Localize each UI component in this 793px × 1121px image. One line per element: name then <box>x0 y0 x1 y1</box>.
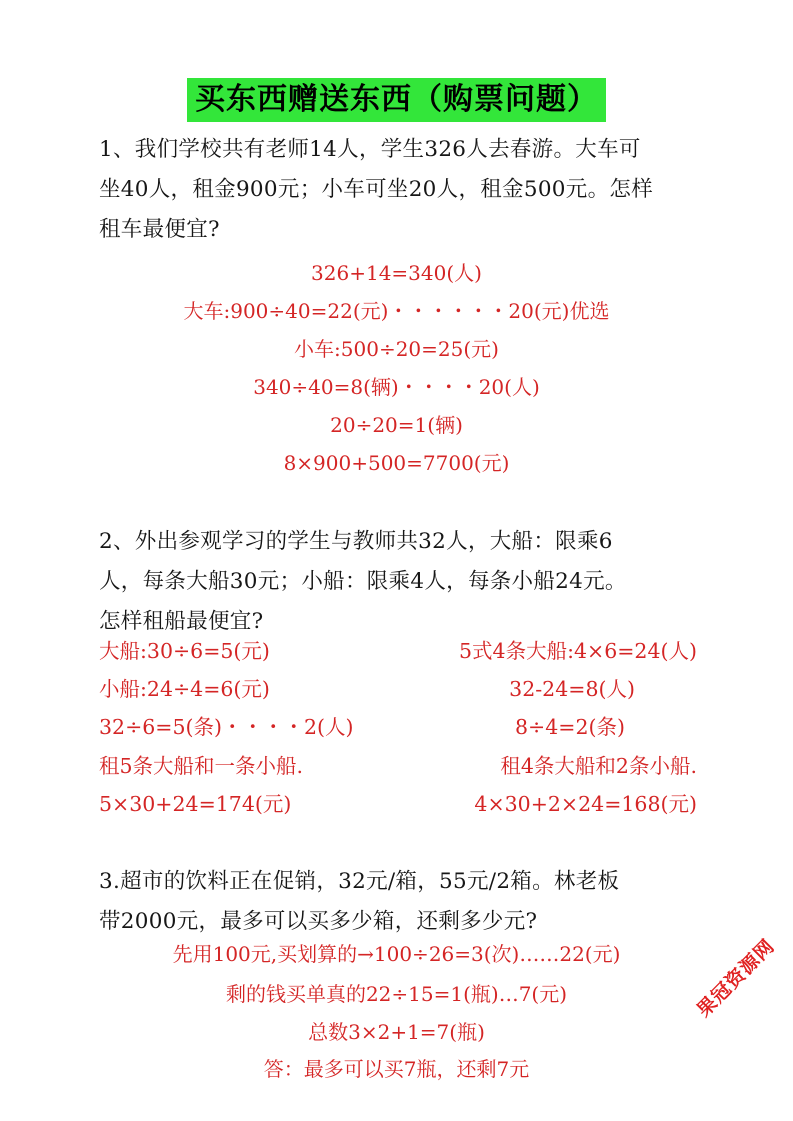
question-1-line: 租车最便宜? <box>99 217 220 242</box>
answer-2-left-line: 小船:24÷4=6(元) <box>99 677 270 701</box>
answer-2-right-line: 4×30+2×24=168(元) <box>474 792 697 816</box>
question-2 <box>99 522 699 642</box>
answer-2-right-line: 5式4条大船:4×6=24(人) <box>458 639 697 663</box>
page-title: 买东西赠送东西（购票问题） <box>187 78 606 122</box>
question-2-line: 人，每条大船30元；小船：限乘4人，每条小船24元。 <box>99 569 627 594</box>
answer-2-right-line: 8÷4=2(条) <box>515 715 625 739</box>
answer-2-left-line: 租5条大船和一条小船. <box>99 754 304 778</box>
question-3 <box>99 862 699 942</box>
title-wrap <box>0 78 793 122</box>
answer-2-right-line: 租4条大船和2条小船. <box>500 754 697 778</box>
answer-2-left-line: 32÷6=5(条)・・・・2(人) <box>99 715 354 739</box>
question-3-line: 3.超市的饮料正在促销，32元/箱，55元/2箱。林老板 <box>99 869 620 894</box>
answer-1-line: 20÷20=1(辆) <box>330 413 463 437</box>
watermark: 果冠资源网 <box>692 935 780 1022</box>
answer-2-left-line: 5×30+24=174(元) <box>99 792 292 816</box>
question-2-line: 怎样租船最便宜? <box>99 609 264 634</box>
answer-2-right-line: 32-24=8(人) <box>509 677 635 701</box>
answer-3-line: 先用100元,买划算的→100÷26=3(次)……22(元) <box>172 942 621 966</box>
answer-1-line: 大车:900÷40=22(元)・・・・・・20(元)优选 <box>183 299 610 323</box>
answer-3-line: 剩的钱买单真的22÷15=1(瓶)…7(元) <box>225 982 568 1006</box>
question-1-line: 1、我们学校共有老师14人，学生326人去春游。大车可 <box>99 137 641 162</box>
question-3-line: 带2000元，最多可以买多少箱，还剩多少元? <box>99 909 538 934</box>
question-1 <box>99 130 699 250</box>
question-1-line: 坐40人，租金900元；小车可坐20人，租金500元。怎样 <box>99 177 653 202</box>
answer-3-line: 答：最多可以买7瓶，还剩7元 <box>263 1057 530 1081</box>
question-2-line: 2、外出参观学习的学生与教师共32人，大船：限乘6 <box>99 529 613 554</box>
answer-2-left-line: 大船:30÷6=5(元) <box>99 639 270 663</box>
answer-1-line: 8×900+500=7700(元) <box>283 451 510 475</box>
answer-1-line: 小车:500÷20=25(元) <box>294 337 499 361</box>
answer-1-line: 340÷40=8(辆)・・・・20(人) <box>253 375 540 399</box>
answer-1-line: 326+14=340(人) <box>311 261 482 285</box>
answer-3-line: 总数3×2+1=7(瓶) <box>308 1020 485 1044</box>
